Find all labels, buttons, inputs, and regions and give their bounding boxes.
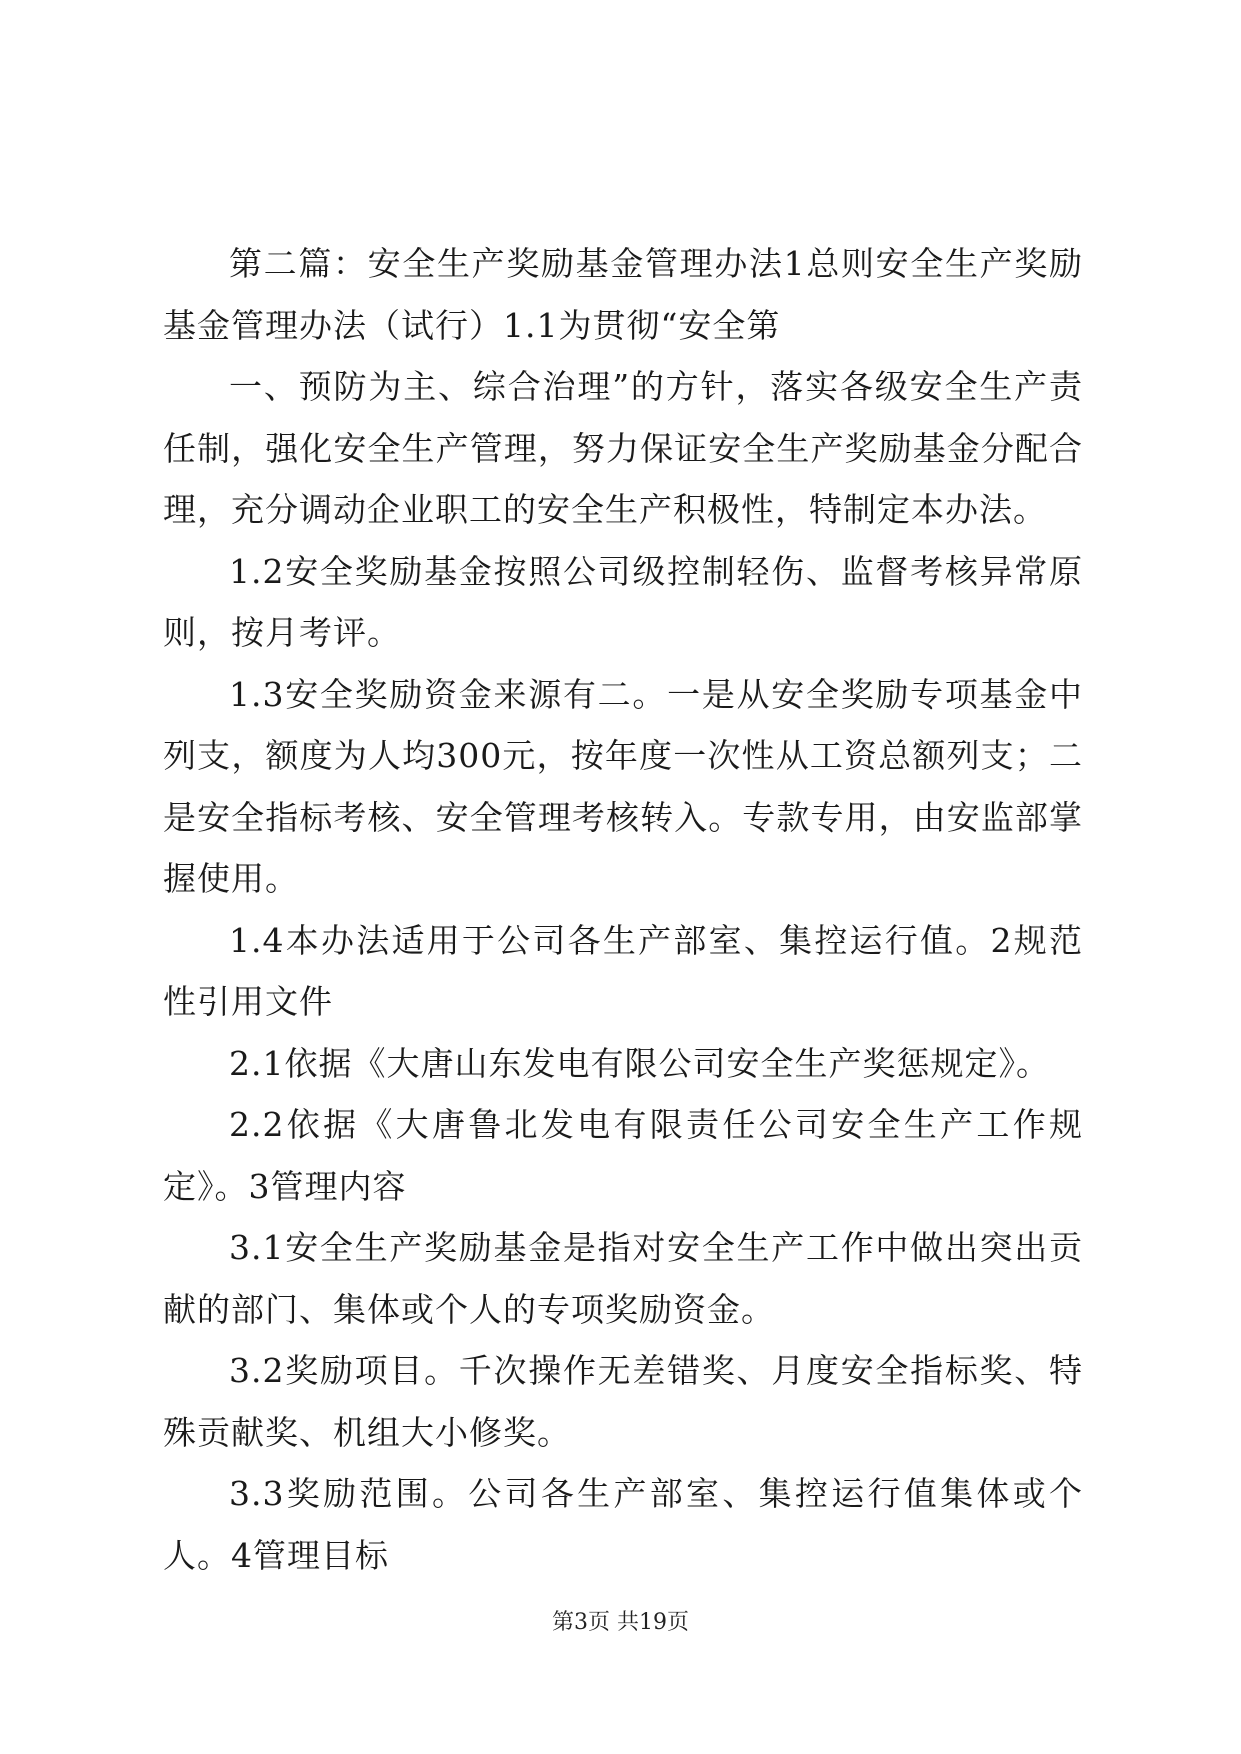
paragraph-10: 3.3奖励范围。公司各生产部室、集控运行值集体或个人。4管理目标 (163, 1474, 1083, 1575)
paragraph-6: 2.1依据《大唐山东发电有限公司安全生产奖惩规定》。 (229, 1043, 1050, 1083)
paragraph-1: 第二篇：安全生产奖励基金管理办法1总则安全生产奖励基金管理办法（试行）1.1为贯彻“安全第 (163, 244, 1083, 345)
paragraph-2: 一、预防为主、综合治理”的方针，落实各级安全生产责任制，强化安全生产管理，努力保证安全生产奖励基金分配合理，充分调动企业职工的安全生产积极性，特制定本办法。 (163, 367, 1083, 529)
paragraph-7: 2.2依据《大唐鲁北发电有限责任公司安全生产工作规定》。3管理内容 (163, 1105, 1083, 1206)
page-number-label: 第3页 共19页 (552, 1610, 689, 1635)
page-footer (0, 1608, 1241, 1638)
paragraph-5: 1.4本办法适用于公司各生产部室、集控运行值。2规范性引用文件 (163, 920, 1083, 1021)
document-body (163, 233, 1083, 1586)
paragraph-3: 1.2安全奖励基金按照公司级控制轻伤、监督考核异常原则，按月考评。 (163, 551, 1083, 652)
paragraph-8: 3.1安全生产奖励基金是指对安全生产工作中做出突出贡献的部门、集体或个人的专项奖励资金。 (163, 1228, 1083, 1329)
paragraph-4: 1.3安全奖励资金来源有二。一是从安全奖励专项基金中列支，额度为人均300元，按年度一次性从工资总额列支；二是安全指标考核、安全管理考核转入。专款专用，由安监部掌握使用。 (163, 674, 1083, 898)
paragraph-9: 3.2奖励项目。千次操作无差错奖、月度安全指标奖、特殊贡献奖、机组大小修奖。 (163, 1351, 1083, 1452)
